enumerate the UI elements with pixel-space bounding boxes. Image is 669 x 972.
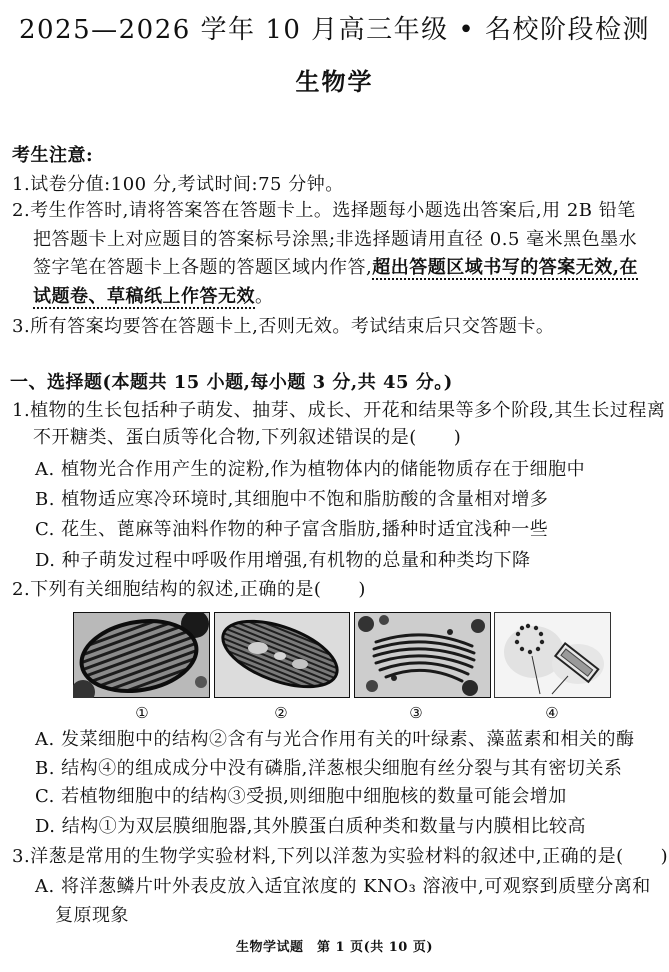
question-1-option-d: D. 种子萌发过程中呼吸作用增强,有机物的总量和种类均下降 bbox=[35, 550, 531, 571]
notice-item-2-line-1: 2.考生作答时,请将答案答在答题卡上。选择题每小题选出答案后,用 2B 铅笔 bbox=[12, 200, 636, 221]
question-1-option-c: C. 花生、蓖麻等油料作物的种子富含脂肪,播种时适宜浅种一些 bbox=[35, 519, 549, 540]
micrograph-2-chloroplast bbox=[214, 612, 350, 698]
notice-item-2-line-4-text: 。 bbox=[255, 286, 274, 307]
question-3-option-a-line-2: 复原现象 bbox=[55, 905, 129, 926]
notice-item-2-line-3 bbox=[33, 253, 638, 282]
notice-item-2-emphasis-1: 超出答题区域书写的答案无效,在 bbox=[372, 257, 638, 278]
question-1-option-b: B. 植物适应寒冷环境时,其细胞中不饱和脂肪酸的含量相对增多 bbox=[35, 489, 549, 510]
question-1-stem-line-2: 不开糖类、蛋白质等化合物,下列叙述错误的是( ) bbox=[33, 427, 462, 448]
question-3-option-a-line-1: A. 将洋葱鳞片叶外表皮放入适宜浓度的 KNO₃ 溶液中,可观察到质壁分离和 bbox=[35, 876, 651, 897]
micrograph-label-1: ① bbox=[135, 704, 149, 722]
subject-title: 生物学 bbox=[295, 67, 374, 96]
question-2-option-c: C. 若植物细胞中的结构③受损,则细胞中细胞核的数量可能会增加 bbox=[35, 786, 567, 807]
notice-heading: 考生注意: bbox=[12, 145, 94, 166]
section-heading: 一、选择题(本题共 15 小题,每小题 3 分,共 45 分。) bbox=[10, 372, 453, 393]
notice-item-2-line-4 bbox=[33, 282, 274, 311]
micrograph-label-2: ② bbox=[274, 704, 288, 722]
question-3-stem: 3.洋葱是常用的生物学实验材料,下列以洋葱为实验材料的叙述中,正确的是( ) bbox=[12, 846, 669, 867]
question-2-option-a: A. 发菜细胞中的结构②含有与光合作用有关的叶绿素、藻蓝素和相关的酶 bbox=[35, 729, 635, 750]
notice-item-1: 1.试卷分值:100 分,考试时间:75 分钟。 bbox=[12, 174, 344, 195]
notice-item-2-line-2: 把答题卡上对应题目的答案标号涂黑;非选择题请用直径 0.5 毫米黑色墨水 bbox=[33, 229, 638, 250]
micrograph-3-golgi-apparatus bbox=[354, 612, 491, 698]
question-1-option-a: A. 植物光合作用产生的淀粉,作为植物体内的储能物质存在于细胞中 bbox=[35, 459, 586, 480]
question-2-option-b: B. 结构④的组成成分中没有磷脂,洋葱根尖细胞有丝分裂与其有密切关系 bbox=[35, 758, 623, 779]
micrograph-label-3: ③ bbox=[409, 704, 423, 722]
micrograph-4-centrosome bbox=[494, 612, 611, 698]
micrograph-label-4: ④ bbox=[545, 704, 559, 722]
question-2-option-d: D. 结构①为双层膜细胞器,其外膜蛋白质种类和数量与内膜相比较高 bbox=[35, 816, 586, 837]
exam-title: 2025—2026 学年 10 月高三年级 • 名校阶段检测 bbox=[18, 15, 651, 45]
page-footer: 生物学试题 第 1 页(共 10 页) bbox=[235, 940, 434, 955]
notice-item-2-line-3-text: 签字笔在答题卡上各题的答题区域内作答, bbox=[33, 257, 373, 278]
notice-item-2-emphasis-2: 试题卷、草稿纸上作答无效 bbox=[33, 286, 255, 307]
question-1-stem-line-1: 1.植物的生长包括种子萌发、抽芽、成长、开花和结果等多个阶段,其生长过程离 bbox=[12, 400, 666, 421]
micrograph-1-mitochondrion bbox=[73, 612, 210, 698]
notice-item-3: 3.所有答案均要答在答题卡上,否则无效。考试结束后只交答题卡。 bbox=[12, 316, 555, 337]
question-2-stem: 2.下列有关细胞结构的叙述,正确的是( ) bbox=[12, 579, 366, 600]
